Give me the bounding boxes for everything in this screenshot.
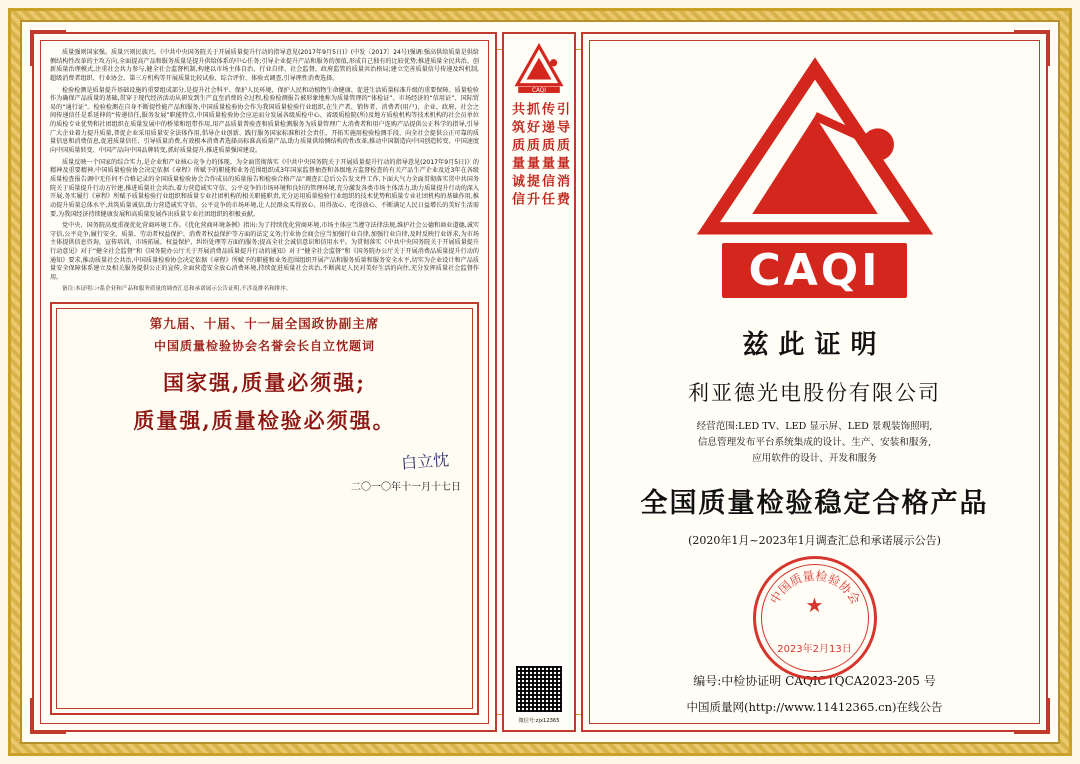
caqi-wordmark: CAQI — [722, 243, 906, 298]
inscription-box — [50, 302, 479, 715]
slogan-vertical-text — [504, 102, 574, 660]
company-name: 利亚德光电股份有限公司 — [688, 381, 941, 406]
middle-slogan-panel — [502, 32, 576, 732]
policy-paragraph: 质量反映一个国家的综合实力,是企业和产业核心竞争力的体现。为全面贯彻落实《中共中央国务院关于开展质量提升行动的指导意见(2017年9月5日)》的精神及重要精神,中国质量检验协会决定依据《章程》所赋予的职能和业务范围组织成3年国家监督抽查和各级地方监督检查的有关产品生产企业及近3年在各级质量检查报告调中无任何不合格记录的全国质量检验协会合作成员的质量报告和检验合格产品”调查汇总后公告发文件工作,下面大气力全面贯彻落实贯中共国务院关于质量提升行动方针建,推进质量社会共治,着力营造诚实守信、公平竞争的市场环境和良好的管理环境,充分激发各类市场主体活力,助力质量提升行动的深入开展,务实履行《章程》所赋予质量检验行业组织和质量专业社团机构的相关职能职责,充分运用质量检验行业组织的技术优势和质量专业社团机构的基础作用,推动提升质量总体水平,共筑质量诚信,助力营造诚实守信、公平竞争的市场环境,让人民群众买得放心、用得放心、吃得放心、不断满足人民日益增长的美好生活需要,为我国经济持续健康发展和高质量发展作出质量专业社团组织的积极贡献。 — [50, 158, 479, 218]
inscription-title: 第九届、十届、十一届全国政协副主席 — [149, 316, 380, 332]
left-text-panel — [32, 32, 497, 732]
inscription-subtitle: 中国质量检验协会名誉会长自立忱题词 — [153, 339, 375, 354]
official-seal — [753, 556, 877, 680]
slogan-line-3: 抓好质量提升 — [524, 102, 539, 210]
caqi-logo-small-icon — [513, 42, 565, 94]
policy-note: 备注:本证明ং系企业和产品和服务质量的调查汇总和承诺展示公告证明,不涉及排名和排序。 — [62, 285, 292, 292]
svg-text:中国质量检验协会: 中国质量检验协会 — [766, 568, 863, 607]
award-title: 全国质量检验稳定合格产品 — [640, 487, 989, 519]
policy-text-block — [50, 49, 479, 296]
seal-org-text — [756, 559, 874, 677]
svg-text:CAQI: CAQI — [532, 87, 546, 94]
policy-paragraph: 质量强则国家强。质量兴则民族兴。《中共中央国务院关于开展质量提升行动的指导意见(2017年9月5日)》(中发〔2017〕24号)强调:强高供给质量是供给侧结构性改革的主攻方向,全面提高产品和服务质量是提升供给体系的中心任务;引导企业提升产品和服务的加值,形成自己独有的比较优势;推进质量全民共治、创新质量治理模式,注重社会共力参与,健全社会监督机制,构建以市场主体自治、行业自律、社会监督、政府监管的质量共治格局;建立完善质量信号传递及纠机制,超级消费者组织、行业协会、第三方机构等开展质量比较试验、综合评价、体验式调查,引导理性消费选择。 — [50, 49, 479, 82]
right-certificate-panel — [581, 32, 1048, 732]
business-scope — [697, 419, 933, 466]
certify-title: 兹此证明 — [742, 330, 887, 361]
inscription-line-1: 国家强,质量必须强; — [162, 370, 367, 396]
slogan-line-4: 共筑质量诚信 — [509, 102, 524, 210]
inscription-date: 二〇一〇年十一月十七日 — [351, 482, 461, 494]
certificate-serial: 编号:中检协证明 CAQICTQCA2023-205 号 — [693, 674, 936, 688]
inscription-signature: 白立忱 — [400, 450, 450, 474]
policy-paragraph: 党中央、国务院高度重视优化营商环境工作。《优化营商环境条例》指出:为了持续优化营商环境,市场主体应当遵守法律法规,维护社会公德和商业道德,诚实守信,公平竞争,履行安全、质量、劳动者权益保护、消费者权益保护等方面的法定义务;行业协会商会应当加强行业自律,加强行业自律,及时反映行业诉求,为市场主体提供信息咨询、宣传培训、市场拓展、权益保护、纠纷处理等方面的服务;提高全社会诚信意识和信用水平。为贯彻落实《中共中央国务院关于开展质量提升行动意见》对于“健全社会监督”和《国务院办公厅关于开展消费品质量提升行动的通知》对于“健全社会监督”和《国务院办公厅关于开展消费品质量提升行动的通知》要求,推动质量社会共治,中国质量检验协会决定依据《章程》所赋予的职能和业务范围组织开展产品和服务质量和服务安全水平,切实为企业设计和产品质量安全保障体系建立及相关服务提供公正的宣传,全面营造安全放心消费环境,持续促进质量社会共治,不断满足人民对美好生活的向往,充分发挥质量社会监督作用。 — [50, 222, 479, 282]
caqi-logo-large-icon — [690, 57, 940, 247]
scope-line-2: 信息管理发布平台系统集成的设计、生产、安装和服务, — [697, 437, 932, 449]
scope-line-1: 经营范围:LED TV、LED 显示屏、LED 景观装饰照明, — [696, 421, 933, 433]
slogan-line-2: 传递质量信任 — [539, 102, 554, 210]
seal-area — [606, 554, 1023, 668]
seal-star-icon: ★ — [805, 592, 824, 617]
verification-website: 中国质量网(http://www.11412365.cn)在线公告 — [686, 700, 943, 714]
slogan-line-1: 引导质量消费 — [554, 102, 569, 210]
inscription-line-2: 质量强,质量检验必须强。 — [133, 408, 396, 434]
certificate-columns — [32, 32, 1048, 732]
qr-code[interactable] — [514, 664, 564, 714]
policy-paragraph: 检验检测是质量提升基础设施的重要组成部分,是提升社会科平、保护人民环境、保护人民和动植物生命健康、促进生活质量标准升级的重要保障。质量检验作为确保产品质量的基础,贯穿于现代经济活动从研发到生产直至消费的全过程,检验检测报告被形象地称为质量管理的“体检证”、市场经济的“信用证”、国际贸易的“通行证”。检验检测在自身不断提性能产品和服务,中国质量检验协会作为我国质量检验行业组织,在生产者、销售者、消费者(用户)、企业、政府、社会之间传递信任是系延伸的“传递信任,服务发展”职能特点,中国质量检验协会应运而分发展各级质检中心、省级质检院(所)及地方质检机构等技术机构的社会员单位的质检专业优势和社团组织在质量发展中的桥梁和纽带作用,用产品质量普验查和质量检测服务为质量管理广大消费者和用户连购产品提供公正科学的指导,引导广大企业着力提升质量,普促企业采用质量安全法体作用,倡导企业创新、践行服务国家标准和社会责任、开拓实施用检验检测手段、向全社会提供公正可靠的质量信息和消费信息,促进质量信任、引导质量消费,有效根本消费者选择高标准高质量产品,助力质量供给侧结构的性改革,推动中国制造向中国创造转变、中国速度向中国质量转变、中国产品向中国品牌转变,抓好质量提升,推进质量强国建设。 — [50, 86, 479, 155]
seal-date: 2023年2月13日 — [777, 643, 852, 655]
scope-line-3: 应用软件的设计、开发和服务 — [752, 452, 877, 464]
award-period: (2020年1月~2023年1月调查汇总和承诺展示公告) — [688, 533, 941, 547]
qr-code-label: 微信号:zjx12365 — [518, 718, 560, 724]
